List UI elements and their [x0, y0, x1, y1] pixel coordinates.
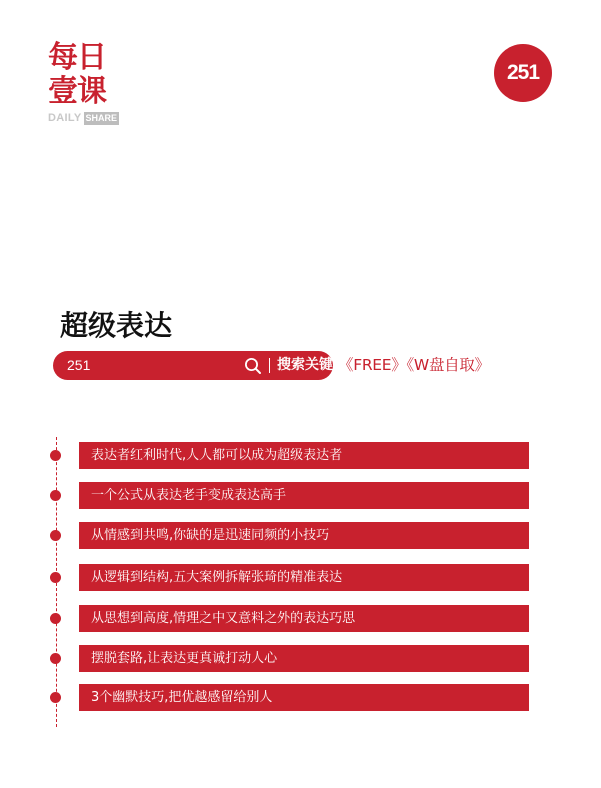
list-item[interactable] [48, 645, 529, 672]
lesson-title[interactable]: 摆脱套路,让表达更真诚打动人心 [79, 645, 529, 672]
search-icon[interactable] [244, 357, 262, 375]
bullet-dot [50, 692, 61, 703]
lesson-title[interactable]: 表达者红利时代,人人都可以成为超级表达者 [79, 442, 529, 469]
logo-text-line2: 壹课 [48, 74, 106, 109]
lesson-number-badge: 251 [494, 44, 552, 102]
logo-daily-text: DAILY [48, 112, 82, 124]
list-item[interactable] [48, 482, 529, 509]
logo-text-line1: 每日 [48, 40, 106, 75]
search-bar[interactable] [53, 351, 333, 402]
search-keyword-label: 搜索关键词 [277, 357, 333, 402]
brand-logo [48, 42, 128, 128]
page-title: 超级表达 [60, 309, 173, 342]
bullet-dot [50, 613, 61, 624]
lesson-title[interactable]: 3个幽默技巧,把优越感留给别人 [79, 684, 529, 711]
bullet-dot [50, 450, 61, 461]
logo-subtitle [48, 112, 119, 125]
bullet-dot [50, 653, 61, 664]
free-download-label: 《FREE》《W盘自取》 [338, 356, 490, 374]
bullet-dot [50, 490, 61, 501]
list-item[interactable] [48, 522, 529, 549]
list-item[interactable] [48, 605, 529, 632]
logo-share-tag: SHARE [85, 113, 118, 123]
lesson-title[interactable]: 从逻辑到结构,五大案例拆解张琦的精准表达 [79, 564, 529, 591]
list-item[interactable] [48, 564, 529, 591]
bullet-dot [50, 530, 61, 541]
search-input[interactable]: 251 [67, 357, 91, 373]
lesson-title[interactable]: 从思想到高度,情理之中又意料之外的表达巧思 [79, 605, 529, 632]
bullet-dot [50, 572, 61, 583]
lesson-title[interactable]: 一个公式从表达老手变成表达高手 [79, 482, 529, 509]
list-item[interactable] [48, 442, 529, 469]
list-item[interactable] [48, 684, 529, 711]
lesson-title[interactable]: 从情感到共鸣,你缺的是迅速同频的小技巧 [79, 522, 529, 549]
search-divider [269, 358, 270, 373]
